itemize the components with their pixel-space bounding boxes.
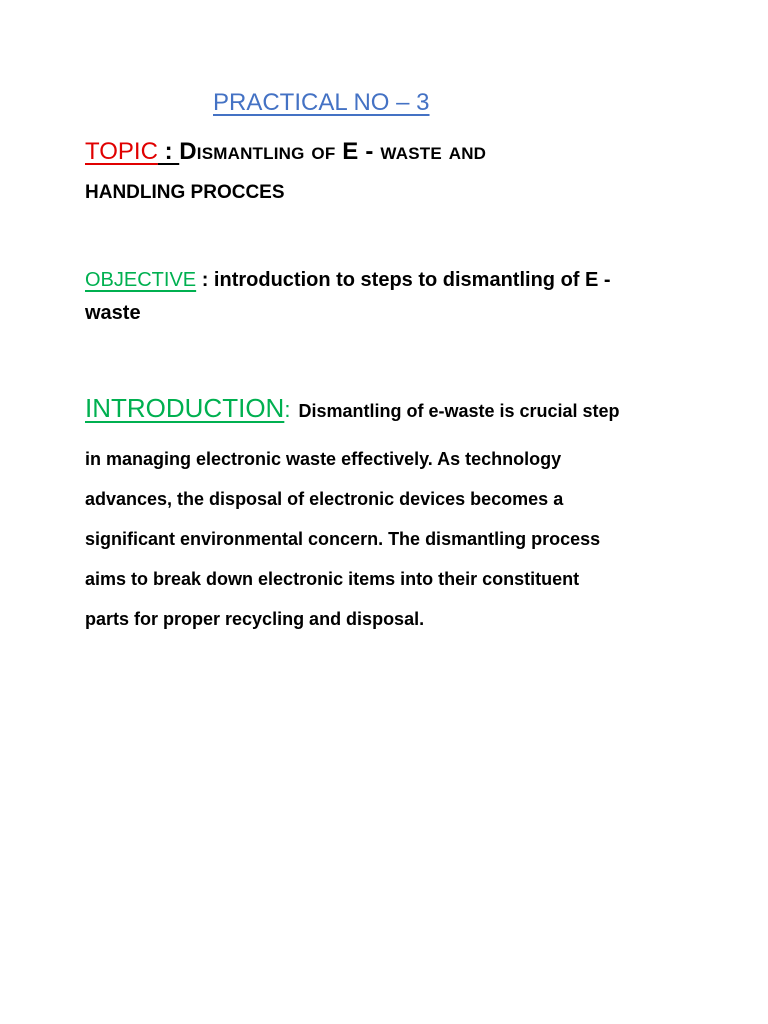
introduction-heading-line bbox=[85, 393, 620, 424]
objective-text: : introduction to steps to dismantling of E - waste bbox=[85, 269, 611, 324]
objective-paragraph bbox=[85, 264, 645, 330]
topic-text-continued: HANDLING PROCCES bbox=[85, 182, 285, 203]
introduction-line: parts for proper recycling and disposal. bbox=[85, 609, 425, 629]
topic-line bbox=[85, 138, 486, 166]
introduction-line: aims to break down electronic items into their constituent bbox=[85, 569, 580, 589]
page-title: PRACTICAL NO – 3 bbox=[213, 89, 430, 116]
topic-label: TOPIC bbox=[85, 138, 158, 165]
introduction-label: INTRODUCTION bbox=[85, 393, 285, 423]
introduction-line: significant environmental concern. The dismantling process bbox=[85, 529, 601, 549]
topic-text: Dismantling of E - waste and bbox=[179, 138, 487, 165]
objective-label: OBJECTIVE bbox=[85, 269, 197, 291]
introduction-line: advances, the disposal of electronic devices becomes a bbox=[85, 489, 564, 509]
introduction-line: in managing electronic waste effectively. As technology bbox=[85, 449, 562, 469]
introduction-line: Dismantling of e-waste is crucial step bbox=[298, 401, 620, 421]
introduction-colon: : bbox=[284, 397, 291, 422]
topic-separator: : bbox=[157, 138, 180, 165]
